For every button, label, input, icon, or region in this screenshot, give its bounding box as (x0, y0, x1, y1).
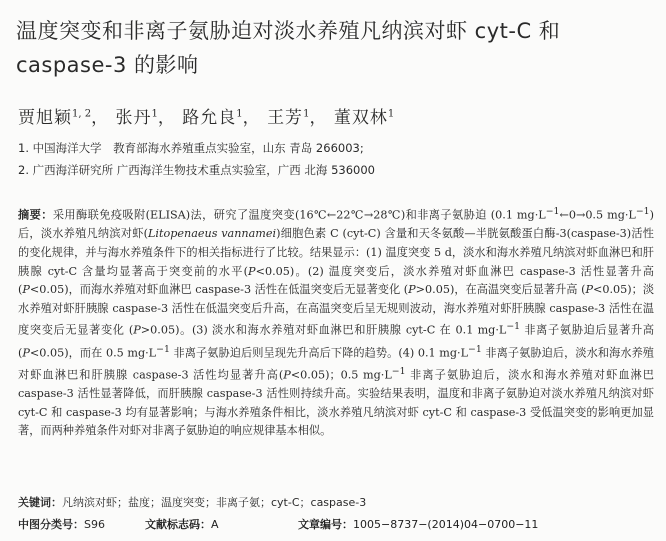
paper-title: 温度突变和非离子氨胁迫对淡水养殖凡纳滨对虾 cyt-C 和 caspase-3 的影响 (16, 19, 561, 77)
abstract-text: 非离子氨胁迫后则呈现先升高后下降的趋势。(4) 0.1 mg·L (169, 346, 469, 360)
clc-value: S96 (84, 518, 105, 531)
abstract-label: 摘要： (18, 208, 53, 222)
abstract-text: <0.05)；0.5 mg·L (290, 368, 392, 382)
abstract-text: 采用酶联免疫吸附(ELISA)法，研究了温度突变(16℃←22℃→28℃)和非离子氨胁迫 (0.1 mg·L (52, 208, 546, 222)
author-affiliation-mark: 1 (151, 108, 158, 120)
keywords-text: 凡纳滨对虾；盐度；温度突变；非离子氨；cyt-C；caspase-3 (62, 496, 367, 509)
abstract-text: 非离子氨胁迫后显著升高( (18, 324, 655, 360)
abstract-superscript: −1 (156, 343, 170, 355)
abstract (18, 203, 654, 441)
author-separator: ， (242, 108, 261, 128)
keywords-label: 关键词： (18, 496, 62, 509)
author-name: 路允良 (182, 108, 237, 128)
author-name: 贾旭颖 (18, 108, 72, 128)
abstract-text: 非离子氨胁迫后，淡水和海水养殖对虾血淋巴和肝胰腺 caspase-3 活性均显著升高( (18, 346, 654, 382)
abstract-text: <0.05)。(2) 温度突变后，淡水养殖对虾血淋巴 caspase-3 活性显著升高 ( (18, 264, 654, 297)
document-code-value: A (211, 518, 219, 531)
abstract-text: )细胞色素 C (cyt-C) 含量和天冬氨酸—半胱氨酸蛋白酶-3(caspase-3)活性的变化规律，并与海水养殖条件下的相关指标进行了比较。结果显示：(1) 温度突变 5 d，淡水和海水养殖凡纳滨对虾血淋巴和肝胰腺 cyt-C 含量均显著高于突变前的水平( (18, 227, 654, 278)
author-separator: ， (91, 108, 110, 128)
abstract-superscript: −1 (545, 206, 560, 217)
author-separator: ， (309, 108, 328, 128)
clc-number (18, 516, 105, 532)
author-name: 董双林 (333, 108, 388, 128)
p-value-symbol: P (248, 264, 256, 278)
author-name: 王芳 (267, 108, 304, 128)
abstract-text: >0.05)，在高温突变后显著升高 ( (415, 283, 586, 297)
abstract-text: )后，淡水养殖凡纳滨对虾( (18, 208, 654, 241)
abstract-superscript: −1 (391, 365, 406, 377)
abstract-text: ←0→0.5 mg·L (559, 208, 636, 222)
author-affiliation-mark: 1 (236, 108, 243, 120)
article-number-value: 1005−8737−(2014)04−0700−11 (353, 518, 539, 531)
p-value-symbol: P (283, 368, 291, 382)
abstract-text: >0.05)。(3) 淡水和海水养殖对虾血淋巴和肝胰腺 cyt-C 在 0.1 mg·L (140, 324, 507, 338)
species-name: Litopenaeus vannamei (147, 227, 277, 241)
p-value-symbol: P (585, 283, 593, 297)
p-value-symbol: P (133, 324, 141, 338)
p-value-symbol: P (22, 346, 30, 360)
abstract-superscript: −1 (506, 321, 521, 333)
keywords (18, 494, 366, 510)
author-list (18, 103, 394, 128)
abstract-superscript: −1 (635, 206, 650, 217)
author-name: 张丹 (115, 108, 152, 128)
author-affiliation-mark: 1 (303, 108, 310, 120)
p-value-symbol: P (22, 283, 30, 297)
article-number (298, 516, 538, 532)
abstract-text: 非离子氨胁迫后，淡水和海水养殖对虾血淋巴 caspase-3 活性显著降低，而肝胰腺 caspase-3 活性则持续升高。实验结果表明，温度和非离子氨胁迫对淡水养殖凡纳滨对虾 cyt-C 和 caspase-3 均有显著影响；与海水养殖条件相比，淡水养殖凡纳滨对虾 cyt-C 和 caspase-3 受低温突变的影响更加显著，而两种养殖条件对虾对非离子氨胁迫的响应规律基本相似。 (18, 368, 654, 438)
abstract-text: <0.05)，而海水养殖对虾血淋巴 caspase-3 活性在低温突变后无显著变化 ( (29, 283, 409, 297)
article-number-label: 文章编号： (298, 518, 353, 531)
author-affiliation-mark: 1, 2 (72, 108, 92, 120)
document-code (145, 516, 219, 532)
abstract-text: <0.05)，而在 0.5 mg·L (29, 346, 157, 360)
affiliation: 2. 广西海洋研究所 广西海洋生物技术重点实验室，广西 北海 536000 (18, 163, 375, 177)
affiliation: 1. 中国海洋大学 教育部海水养殖重点实验室，山东 青岛 266003; (18, 141, 364, 155)
p-value-symbol: P (408, 283, 416, 297)
author-affiliation-mark: 1 (387, 108, 395, 120)
abstract-text: <0.05)；淡水养殖对虾肝胰腺 caspase-3 活性在低温突变后升高，在高温突变后呈无规则波动，海水养殖对虾肝胰腺 caspase-3 活性在温度突变后无显著变化 ( (18, 283, 655, 338)
document-code-label: 文献标志码： (145, 518, 211, 531)
author-separator: ， (157, 108, 176, 128)
clc-label: 中图分类号： (18, 518, 84, 531)
abstract-superscript: −1 (468, 343, 482, 355)
